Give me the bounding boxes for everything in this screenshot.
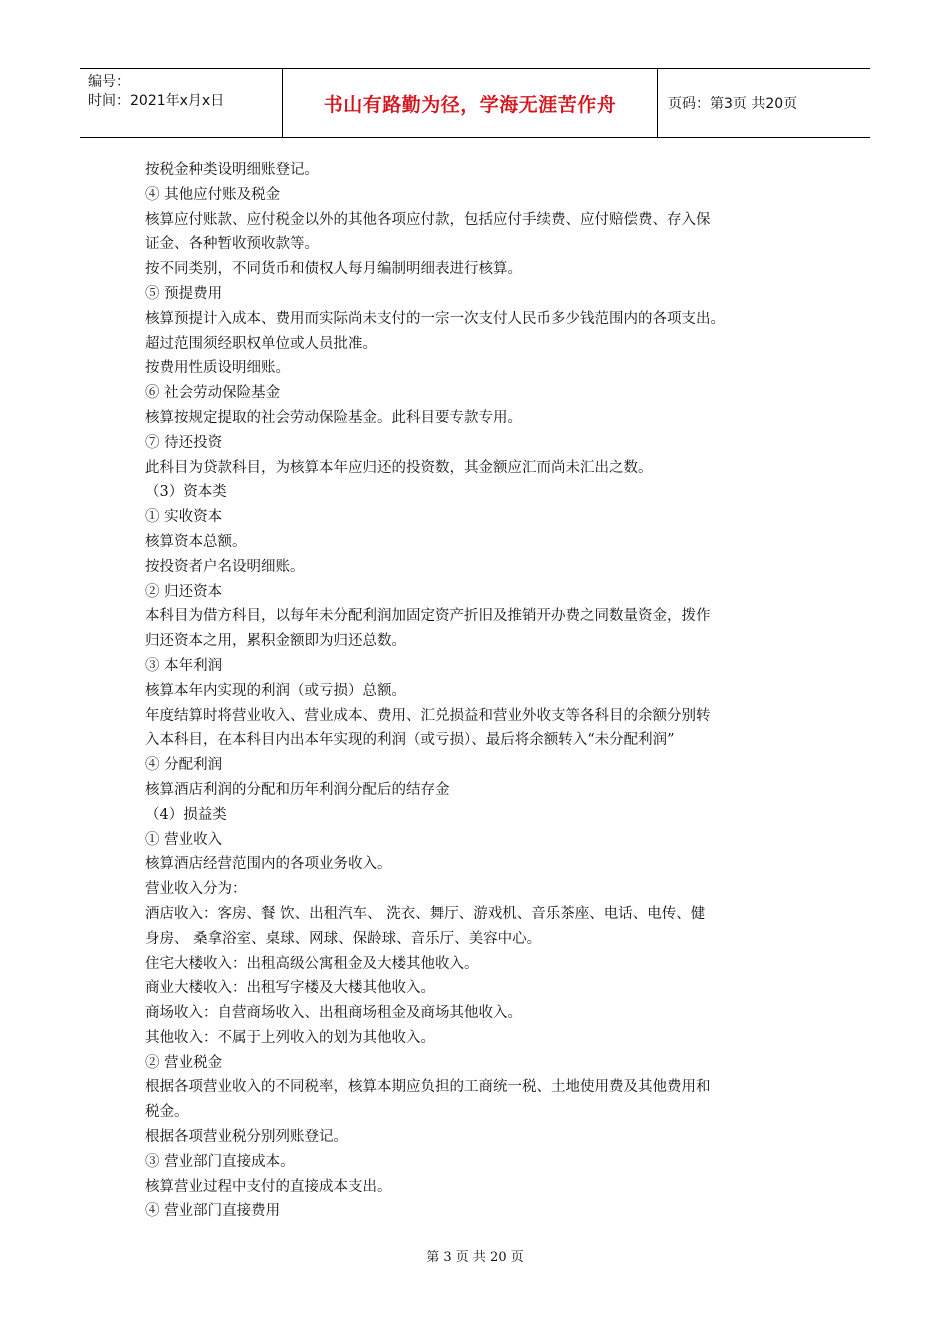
body-line: ④ 营业部门直接费用 [145, 1203, 281, 1220]
body-line: 其他收入：不属于上列收入的划为其他收入。 [145, 1029, 435, 1046]
body-line: ① 营业收入 [145, 831, 223, 848]
body-line: 核算资本总额。 [145, 533, 247, 550]
body-line: ⑦ 待还投资 [145, 434, 223, 451]
document-date: 时间：2021年x月x日 [88, 93, 225, 109]
body-line: 商场收入：自营商场收入、出租商场租金及商场其他收入。 [145, 1005, 522, 1022]
document-header [80, 68, 870, 138]
body-line: 归还资本之用，累积金额即为归还总数。 [145, 633, 406, 650]
body-line: 超过范围须经职权单位或人员批准。 [145, 335, 377, 352]
body-line: 核算营业过程中支付的直接成本支出。 [145, 1178, 392, 1195]
body-line: （4）损益类 [145, 806, 227, 823]
header-page-number: 页码：第3页 共20页 [668, 96, 798, 112]
body-line: 年度结算时将营业收入、营业成本、费用、汇兑损益和营业外收支等各科目的余额分别转 [145, 707, 711, 724]
body-line: ② 归还资本 [145, 583, 223, 600]
body-line: 按不同类别，不同货币和债权人每月编制明细表进行核算。 [145, 261, 522, 278]
body-line: ⑤ 预提费用 [145, 285, 223, 302]
body-line: 住宅大楼收入：出租高级公寓租金及大楼其他收入。 [145, 955, 479, 972]
body-line: 身房、 桑拿浴室、桌球、网球、保龄球、音乐厅、美容中心。 [145, 930, 542, 947]
body-line: 核算按规定提取的社会劳动保险基金。此科目要专款专用。 [145, 409, 522, 426]
body-line: 按费用性质设明细账。 [145, 360, 290, 377]
body-line: 酒店收入：客房、餐 饮、出租汽车、 洗衣、舞厅、游戏机、音乐茶座、电话、电传、健 [145, 905, 706, 922]
body-line: （3）资本类 [145, 484, 227, 501]
body-line: ③ 营业部门直接成本。 [145, 1153, 295, 1170]
body-line: 营业收入分为： [145, 881, 247, 898]
body-line: 根据各项营业税分别列账登记。 [145, 1129, 348, 1146]
body-line: ① 实收资本 [145, 509, 223, 526]
body-line: 税金。 [145, 1104, 189, 1121]
body-line: 此科目为贷款科目，为核算本年应归还的投资数，其金额应汇而尚未汇出之数。 [145, 459, 653, 476]
body-line: 核算本年内实现的利润（或亏损）总额。 [145, 682, 406, 699]
body-line: 核算酒店经营范围内的各项业务收入。 [145, 856, 392, 873]
body-line: 核算酒店利润的分配和历年利润分配后的结存金 [145, 781, 450, 798]
page-footer: 第 3 页 共 20 页 [426, 1250, 524, 1265]
body-line: 商业大楼收入：出租写字楼及大楼其他收入。 [145, 980, 435, 997]
body-line: 入本科目，在本科目内出本年实现的利润（或亏损）、最后将余额转入“未分配利润” [145, 732, 675, 749]
body-line: 核算预提计入成本、费用而实际尚未支付的一宗一次支付人民币多少钱范围内的各项支出。 [145, 310, 725, 327]
header-motto: 书山有路勤为径，学海无涯苦作舟 [283, 69, 658, 137]
body-line: ③ 本年利润 [145, 657, 223, 674]
body-line: 证金、各种暂收预收款等。 [145, 236, 319, 253]
body-line: 按投资者户名设明细账。 [145, 558, 305, 575]
body-line: ② 营业税金 [145, 1054, 223, 1071]
body-line: 本科目为借方科目，以每年未分配利润加固定资产折旧及推销开办费之同数量资金，拨作 [145, 608, 711, 625]
document-body [145, 158, 805, 1224]
body-line: ⑥ 社会劳动保险基金 [145, 385, 281, 402]
body-line: ④ 其他应付账及税金 [145, 186, 281, 203]
body-line: 根据各项营业收入的不同税率，核算本期应负担的工商统一税、土地使用费及其他费用和 [145, 1079, 711, 1096]
document-number: 编号： [88, 74, 130, 90]
body-line: ④ 分配利润 [145, 757, 223, 774]
body-line: 核算应付账款、应付税金以外的其他各项应付款，包括应付手续费、应付赔偿费、存入保 [145, 211, 711, 228]
body-line: 按税金种类设明细账登记。 [145, 162, 319, 178]
header-info [80, 69, 283, 137]
